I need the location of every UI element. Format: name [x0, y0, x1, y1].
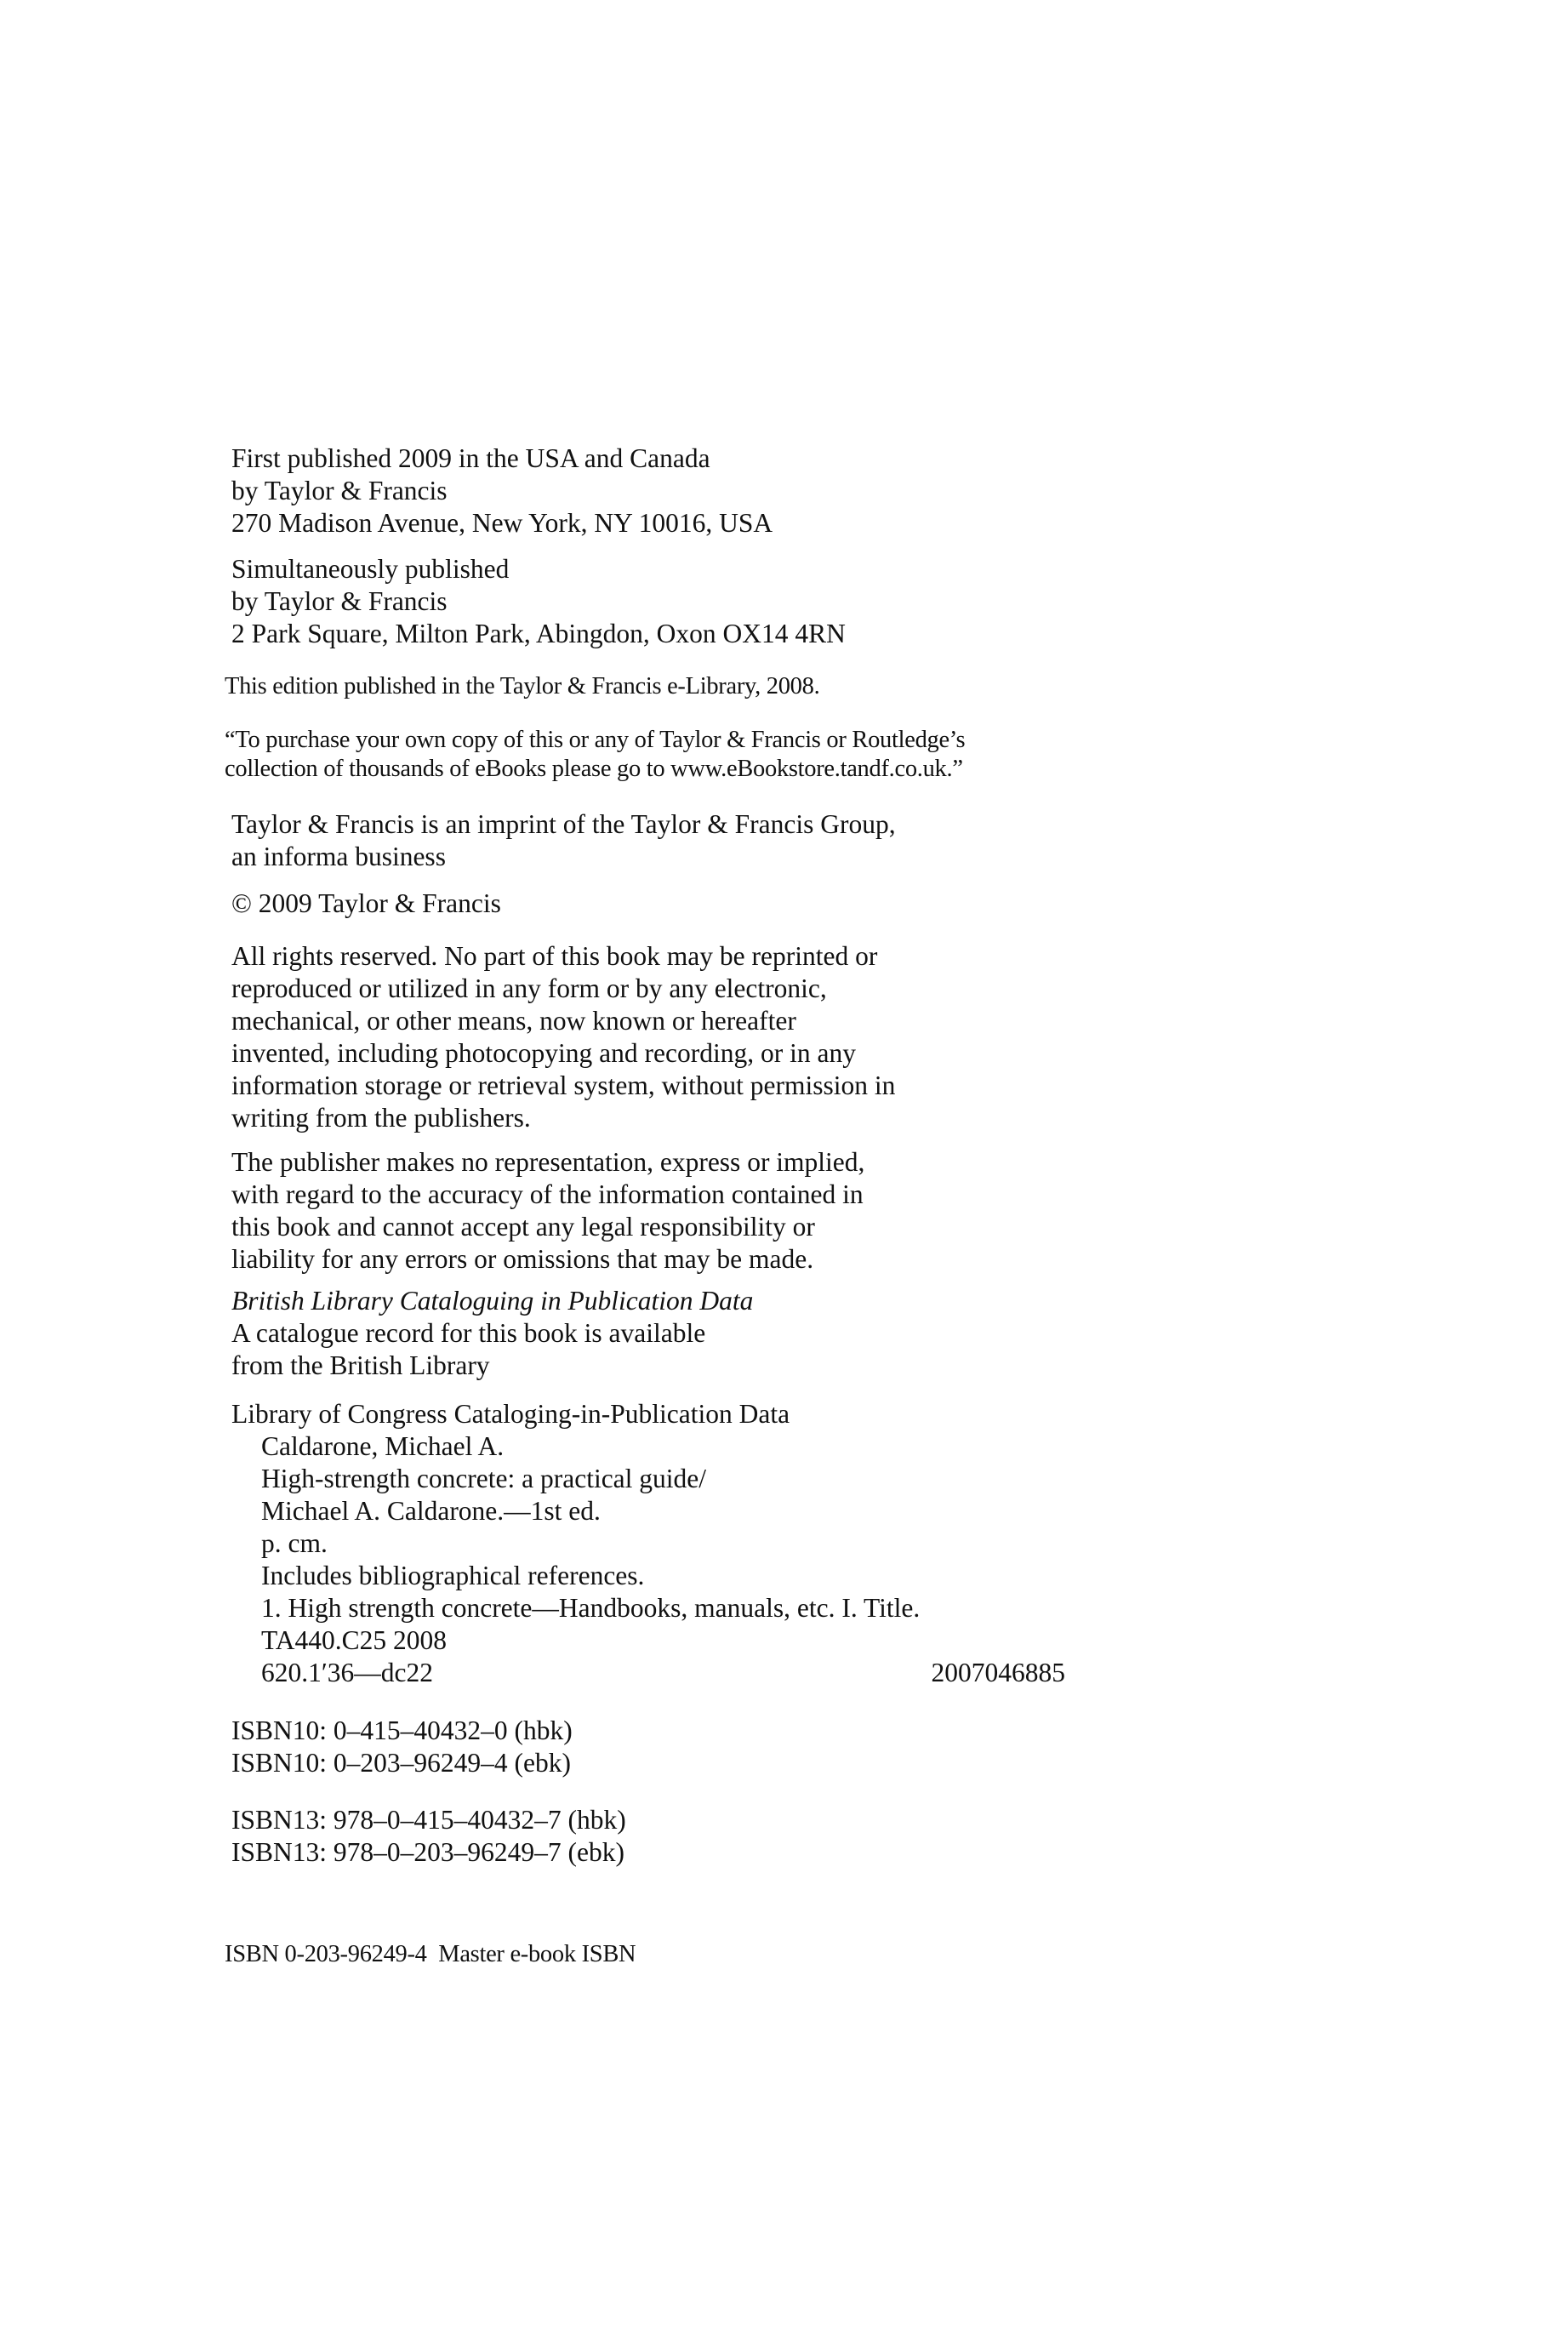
isbn13-ebk: ISBN13: 978–0–203–96249–7 (ebk)	[231, 1837, 624, 1867]
loc-classification: 620.1′36—dc22	[261, 1658, 433, 1687]
isbn13-block	[231, 1804, 1133, 1869]
disclaimer-line: The publisher makes no representation, express or implied,	[231, 1147, 865, 1177]
imprint-line: Taylor & Francis is an imprint of the Taylor & Francis Group,	[231, 809, 896, 839]
first-published-block	[231, 442, 1133, 539]
simultaneously-published-block	[231, 553, 1133, 650]
publisher-address-line: 270 Madison Avenue, New York, NY 10016, USA	[231, 508, 773, 538]
isbn10-hbk: ISBN10: 0–415–40432–0 (hbk)	[231, 1715, 573, 1745]
simultaneously-line: Simultaneously published	[231, 554, 510, 584]
isbn13-hbk: ISBN13: 978–0–415–40432–7 (hbk)	[231, 1805, 626, 1835]
master-isbn-block	[225, 1940, 1126, 1969]
loc-control-number: 2007046885	[931, 1658, 1065, 1687]
publisher-address-line: 2 Park Square, Milton Park, Abingdon, Oxon OX14 4RN	[231, 619, 846, 648]
loc-statement: Michael A. Caldarone.—1st ed.	[261, 1496, 601, 1526]
disclaimer-line: with regard to the accuracy of the information contained in	[231, 1179, 864, 1209]
isbn10-ebk: ISBN10: 0–203–96249–4 (ebk)	[231, 1748, 571, 1778]
master-isbn: ISBN 0-203-96249-4 Master e-book ISBN	[225, 1941, 636, 1967]
loc-notes: Includes bibliographical references.	[261, 1561, 645, 1590]
rights-line: reproduced or utilized in any form or by any electronic,	[231, 973, 827, 1003]
loc-subjects: 1. High strength concrete—Handbooks, manuals, etc. I. Title.	[261, 1593, 921, 1623]
copyright-notice: © 2009 Taylor & Francis	[231, 888, 501, 918]
disclaimer-block	[231, 1146, 1133, 1276]
loc-author: Caldarone, Michael A.	[261, 1431, 505, 1461]
imprint-block	[231, 808, 1133, 873]
loc-title: High-strength concrete: a practical guide/	[261, 1464, 707, 1493]
imprint-line: an informa business	[231, 842, 446, 871]
british-library-heading: British Library Cataloguing in Publication Data	[231, 1286, 754, 1316]
british-library-line: A catalogue record for this book is available	[231, 1318, 706, 1348]
publisher-line: by Taylor & Francis	[231, 586, 448, 616]
loc-cip-block	[231, 1398, 1133, 1689]
rights-block	[231, 940, 1133, 1134]
edition-note: This edition published in the Taylor & Francis e-Library, 2008.	[225, 673, 820, 699]
rights-line: mechanical, or other means, now known or hereafter	[231, 1006, 796, 1036]
isbn10-block	[231, 1715, 1133, 1779]
disclaimer-line: this book and cannot accept any legal responsibility or	[231, 1212, 815, 1242]
loc-call-number: TA440.C25 2008	[261, 1625, 447, 1655]
purchase-note-line: collection of thousands of eBooks please go to www.eBookstore.tandf.co.uk.”	[225, 756, 963, 782]
rights-line: invented, including photocopying and recording, or in any	[231, 1038, 856, 1068]
rights-line: information storage or retrieval system, without permission in	[231, 1070, 896, 1100]
publisher-line: by Taylor & Francis	[231, 476, 448, 505]
loc-classification-row	[231, 1657, 1065, 1689]
loc-pagination: p. cm.	[261, 1528, 328, 1558]
rights-line: All rights reserved. No part of this book may be reprinted or	[231, 941, 878, 971]
edition-note-block	[225, 672, 1126, 701]
british-library-line: from the British Library	[231, 1350, 490, 1380]
purchase-note-block	[225, 726, 1126, 784]
british-library-block	[231, 1285, 1133, 1382]
loc-heading: Library of Congress Cataloging-in-Publication Data	[231, 1399, 790, 1429]
copyright-block	[231, 888, 1133, 920]
disclaimer-line: liability for any errors or omissions that may be made.	[231, 1244, 814, 1274]
rights-line: writing from the publishers.	[231, 1103, 531, 1133]
first-published-line: First published 2009 in the USA and Canada	[231, 443, 710, 473]
purchase-note-line: “To purchase your own copy of this or any of Taylor & Francis or Routledge’s	[225, 727, 966, 753]
